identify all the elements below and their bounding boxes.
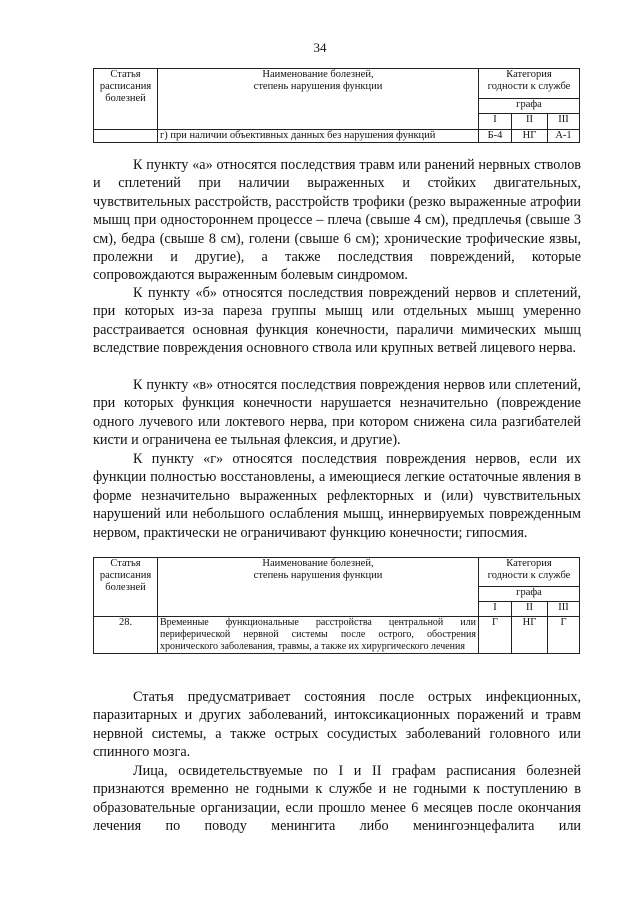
grafa-header: графа <box>479 586 580 601</box>
page-number: 34 <box>313 40 327 55</box>
category-header: Категория годности к службе <box>479 558 580 587</box>
row-text: Временные функциональные расстройства центральной или периферической нервной системы после острого, обострения хронического заболевания, травмы, а также их хирургического лечения <box>158 617 479 654</box>
grafa-col-2: II <box>512 114 548 130</box>
paragraph-point-b: К пункту «б» относятся последствия повреждений нервов и сплетений, при которых из-за пареза группы мышц или отдельных мышц умеренно расстраивается основная функция конечности, параличи мимических мышц вследствие повреждения основного ствола или крупных ветвей лицевого нерва. <box>93 285 581 357</box>
row-value-3: А-1 <box>548 130 580 143</box>
row-article: 28. <box>94 617 158 654</box>
table-header-row <box>94 558 580 587</box>
disease-table-1 <box>93 68 580 143</box>
name-header: Наименование болезней, степень нарушения функции <box>158 69 479 130</box>
disease-table-2 <box>93 557 580 654</box>
row-article <box>94 130 158 143</box>
row-value-1: Г <box>479 617 512 654</box>
row-value-2: НГ <box>512 130 548 143</box>
grafa-col-3: III <box>548 601 580 616</box>
paragraph-point-a: К пункту «а» относятся последствия травм или ранений нервных стволов и сплетений при наличии выраженных и стойких двигательных, чувствительных расстройств, расстройств трофики (резко выраженные атрофии мышц при одностороннем процессе – плеча (свыше 4 см), предплечья (свыше 3 см), бедра (свыше 8 см), голени (свыше 6 см); хронические трофические язвы, пролежни и другие), а также последствия повреждений, которые сопровождаются выраженным болевым синдромом. <box>93 157 581 284</box>
table-row <box>94 130 580 143</box>
category-header: Категория годности к службе <box>479 69 580 99</box>
grafa-col-1: I <box>479 601 512 616</box>
row-value-2: НГ <box>512 617 548 654</box>
grafa-col-3: III <box>548 114 580 130</box>
paragraph-article-description: Статья предусматривает состояния после острых инфекционных, паразитарных и других заболеваний, интоксикационных поражений и травм нервной системы, а также острых сосудистых заболеваний головного или спинного мозга. <box>93 689 581 761</box>
table-header-row <box>94 69 580 99</box>
article-header: Статья расписания болезней <box>94 69 158 130</box>
row-value-1: Б-4 <box>479 130 512 143</box>
article-header: Статья расписания болезней <box>94 558 158 617</box>
paragraph-point-g: К пункту «г» относятся последствия повреждения нервов, если их функции полностью восстановлены, а имеющиеся легкие остаточные явления в форме незначительно выраженных рефлекторных и (или) чувствительных нарушений или небольшого ослабления мышц, иннервируемых поврежденным нервом, практически не ограничивают функцию конечности; гипосмия. <box>93 451 581 541</box>
row-value-3: Г <box>548 617 580 654</box>
row-text: г) при наличии объективных данных без нарушения функций <box>158 130 479 143</box>
grafa-col-2: II <box>512 601 548 616</box>
paragraph-point-v: К пункту «в» относятся последствия повреждения нервов или сплетений, при которых функция конечности нарушается незначительно (повреждение одного лучевого или локтевого нерва, при котором снижена сила разгибателей кисти и ограничена ее тыльная флексия, и другие). <box>93 377 581 449</box>
table-row <box>94 617 580 654</box>
grafa-col-1: I <box>479 114 512 130</box>
name-header: Наименование болезней, степень нарушения функции <box>158 558 479 617</box>
grafa-header: графа <box>479 98 580 114</box>
paragraph-persons-examined: Лица, освидетельствуемые по I и II графам расписания болезней признаются временно не годными к службе и не годными к поступлению в образовательные организации, если прошло менее 6 месяцев после окончания лечения по поводу менингита либо менингоэнцефалита или <box>93 763 581 835</box>
